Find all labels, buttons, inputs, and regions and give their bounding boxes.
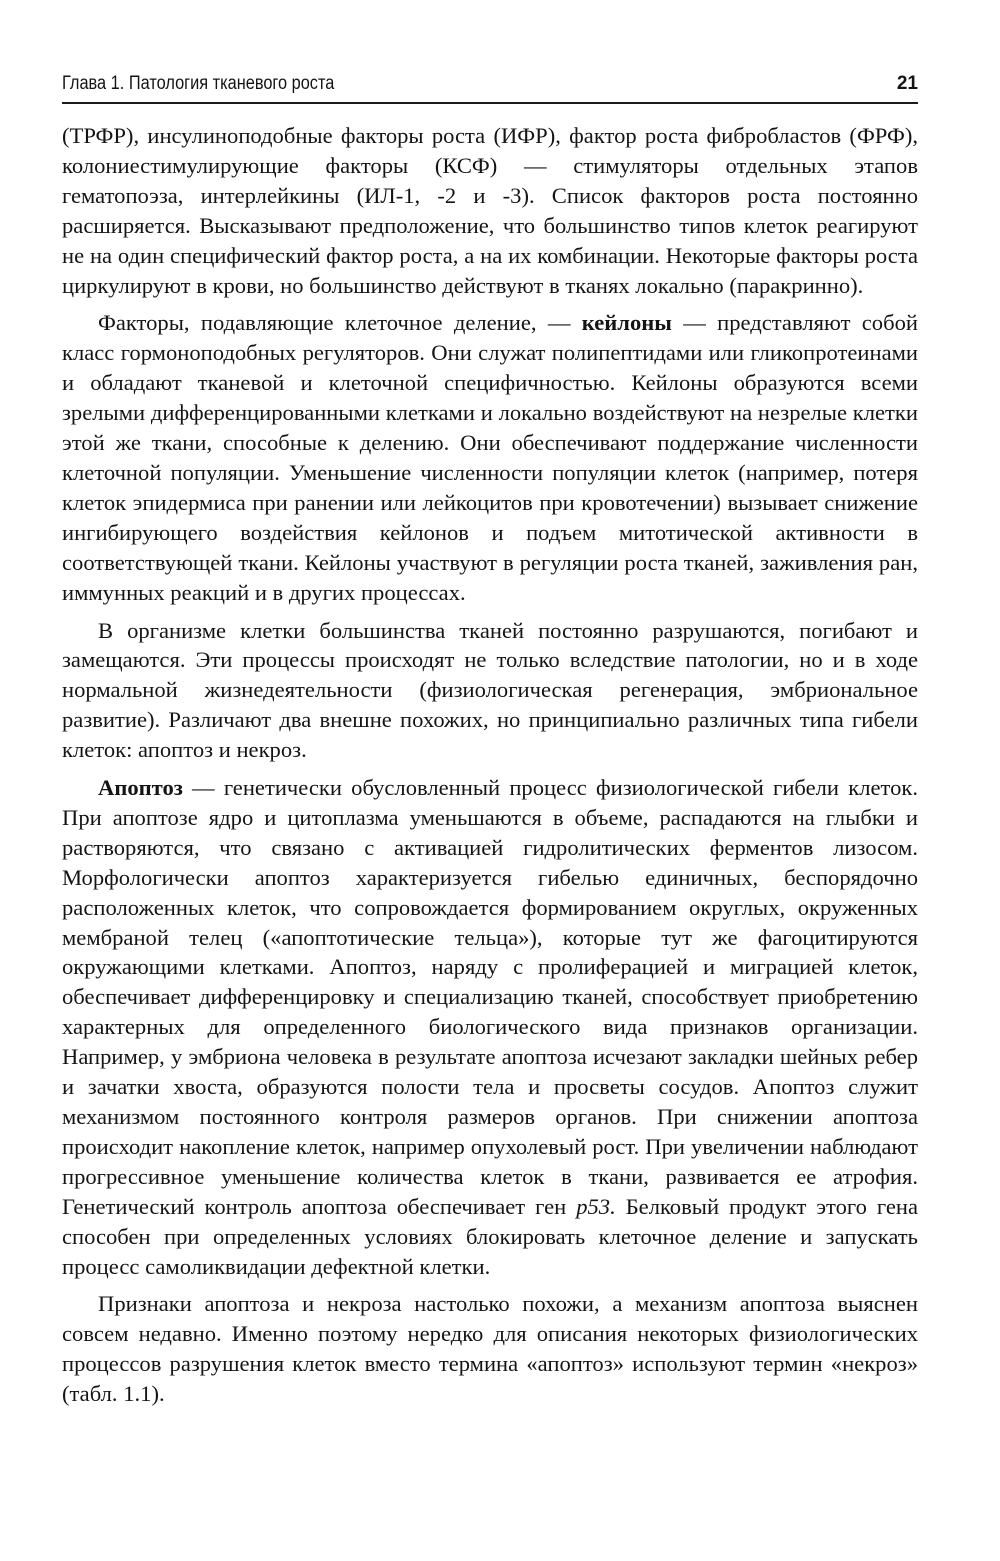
term-keilones: кейлоны bbox=[581, 310, 672, 336]
paragraph-cell-death bbox=[62, 616, 918, 766]
paragraph-text-middle: — генетически обусловленный процесс физиологической гибели клеток. При апоптозе ядро и цитоплазма уменьшаются в объеме, распадаются на глыбки и растворяются, что связано с активацией гидролитических ферментов лизосом. Морфологически апоптоз характеризуется гибелью единичных, беспорядочно расположенных клеток, что сопровождается формированием округлых, окруженных мембраной телец («апоптотические тельца»), которые тут же фагоцитируются окружающими клетками. Апоптоз, наряду с пролиферацией и миграцией клеток, обеспечивает дифференцировку и специализацию тканей, способствует приобретению характерных для определенного биологического вида признаков организации. Например, у эмбриона человека в результате апоптоза исчезают закладки шейных ребер и зачатки хвоста, образуются полости тела и просветы сосудов. Апоптоз служит механизмом постоянного контроля размеров органов. При снижении апоптоза происходит накопление клеток, например опухолевый рост. При увеличении наблюдают прогрессивное уменьшение количества клеток в ткани, развивается ее атрофия. Генетический контроль апоптоза обеспечивает ген bbox=[62, 775, 918, 1219]
paragraph-text-start: Факторы, подавляющие клеточное деление, — bbox=[98, 310, 582, 336]
paragraph-text: Признаки апоптоза и некроза настолько похожи, а механизм апоптоза выяснен совсем недавно. Именно поэтому нередко для описания некоторых физиологических процессов разрушения клеток вместо термина «апоптоз» используют термин «некроз» (табл. 1.1). bbox=[62, 1291, 918, 1407]
chapter-title: Глава 1. Патология тканевого роста bbox=[62, 73, 335, 94]
paragraph-keilones bbox=[62, 308, 918, 607]
paragraph-text: В организме клетки большинства тканей постоянно разрушаются, погибают и замещаются. Эти процессы происходят не только вследствие патологии, но и в ходе нормальной жизнедеятельности (физиологическая регенерация, эмбриональное развитие). Различают два внешне похожих, но принципиально различных типа гибели клеток: апоптоз и некроз. bbox=[62, 617, 918, 763]
body-text bbox=[62, 121, 918, 1409]
gene-name: p53. bbox=[576, 1193, 616, 1219]
paragraph-apoptosis-necrosis bbox=[62, 1289, 918, 1409]
page-number: 21 bbox=[896, 73, 918, 94]
paragraph-text-end: — представляют собой класс гормоноподобных регуляторов. Они служат полипептидами или гликопротеинами и обладают тканевой и клеточной специфичностью. Кейлоны образуются всеми зрелыми дифференцированными клетками и локально воздействуют на незрелые клетки этой же ткани, способные к делению. Они обеспечивают поддержание численности клеточной популяции. Уменьшение численности популяции клеток (например, потеря клеток эпидермиса при ранении или лейкоцитов при кровотечении) вызывает снижение ингибирующего воздействия кейлонов и подъем митотической активности в соответствующей ткани. Кейлоны участвуют в регуляции роста тканей, заживления ран, иммунных реакций и в других процессах. bbox=[62, 310, 918, 605]
running-head bbox=[62, 72, 918, 104]
paragraph-text-end: Белковый продукт этого гена способен при определенных условиях блокировать клеточное деление и запускать процесс самоликвидации дефектной клетки. bbox=[62, 1193, 918, 1279]
paragraph-text: (ТРФР), инсулиноподобные факторы роста (ИФР), фактор роста фибробластов (ФРФ), колониестимулирующие факторы (КСФ) — стимуляторы отдельных этапов гематопоэза, интерлейкины (ИЛ-1, -2 и -3). Список факторов роста постоянно расширяется. Высказывают предположение, что большинство типов клеток реагируют не на один специфический фактор роста, а на их комбинации. Некоторые факторы роста циркулируют в крови, но большинство действуют в тканях локально (паракринно). bbox=[62, 123, 918, 298]
paragraph-growth-factors bbox=[62, 121, 918, 300]
book-page bbox=[62, 72, 918, 1409]
paragraph-apoptosis bbox=[62, 773, 918, 1281]
term-apoptosis: Апоптоз bbox=[98, 775, 183, 801]
